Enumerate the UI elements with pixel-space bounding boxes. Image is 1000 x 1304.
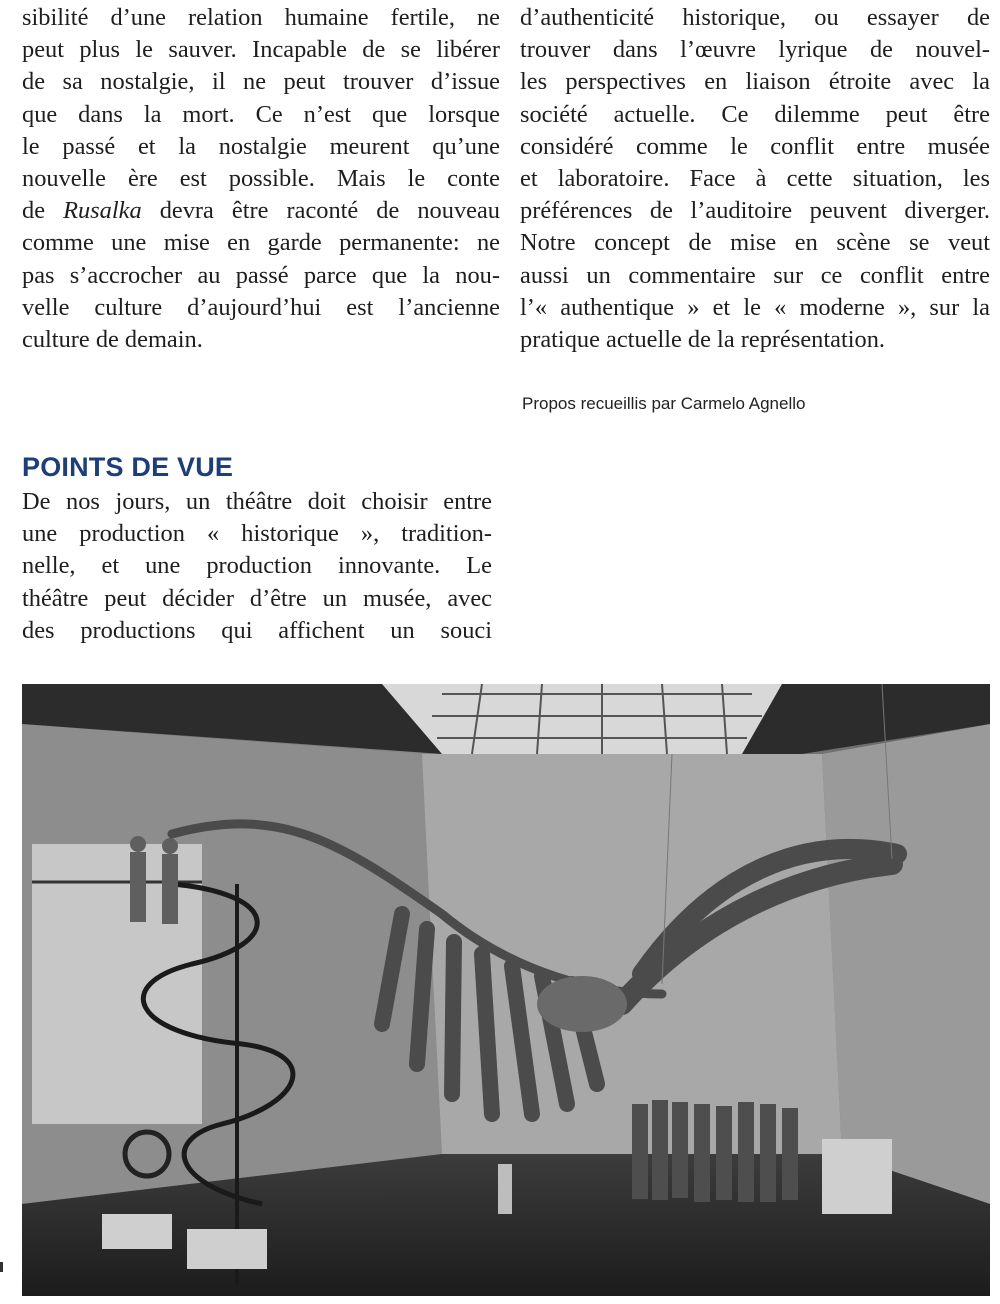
paragraph-line: nouvelle ère est possible. Mais le conte <box>22 165 500 193</box>
paragraph-line-rusalka <box>22 195 500 227</box>
section-heading: POINTS DE VUE <box>22 452 234 482</box>
paragraph-line: l’« authentique » et le « moderne », sur la <box>520 293 990 321</box>
paragraph-line: De nos jours, un théâtre doit choisir entre <box>22 488 492 515</box>
section-body <box>22 486 492 647</box>
interview-credit: Propos recueillis par Carmelo Agnello <box>522 394 806 413</box>
paragraph-line: une production « historique », tradition- <box>22 520 492 548</box>
paragraph-line: pas s’accrocher au passé parce que la nou- <box>22 261 500 289</box>
paragraph-line-last: pratique actuelle de la représentation. <box>520 326 886 354</box>
paragraph-line: sibilité d’une relation humaine fertile, ne <box>22 4 500 31</box>
paragraph-line: velle culture d’aujourd’hui est l’ancienne <box>22 293 500 321</box>
paragraph-line: préférences de l’auditoire peuvent diverger. <box>520 197 990 225</box>
paragraph-line-last: culture de demain. <box>22 326 203 354</box>
paragraph-line: et laboratoire. Face à cette situation, les <box>520 165 990 193</box>
paragraph-line: peut plus le sauver. Incapable de se libérer <box>22 36 500 64</box>
paragraph-line: aussi un commentaire sur ce conflit entre <box>520 261 990 289</box>
paragraph-line: nelle, et une production innovante. Le <box>22 552 492 580</box>
paragraph-line: trouver dans l’œuvre lyrique de nouvel- <box>520 36 990 64</box>
stage-photo <box>22 684 990 1296</box>
whale-skeleton-stage-image <box>22 684 990 1296</box>
paragraph-line: Notre concept de mise en scène se veut <box>520 229 990 257</box>
paragraph-line: le passé et la nostalgie meurent qu’une <box>22 132 500 160</box>
paragraph-line: que dans la mort. Ce n’est que lorsque <box>22 100 500 128</box>
line-prefix: de <box>22 197 64 225</box>
line-rest: devra être raconté de nouveau <box>159 197 500 225</box>
paragraph-line: des productions qui affichent un souci <box>22 616 492 644</box>
paragraph-line: société actuelle. Ce dilemme peut être <box>520 100 990 128</box>
paragraph-line: théâtre peut décider d’être un musée, avec <box>22 584 492 612</box>
paragraph-line: considéré comme le conflit entre musée <box>520 132 990 160</box>
paragraph-line: les perspectives en liaison étroite avec la <box>520 68 990 96</box>
page-edge-mark <box>0 1262 3 1272</box>
right-column <box>520 2 990 356</box>
paragraph-line: d’authenticité historique, ou essayer de <box>520 4 990 31</box>
work-title-italic: Rusalka <box>63 197 142 225</box>
paragraph-line: comme une mise en garde permanente: ne <box>22 229 500 257</box>
left-column <box>22 2 500 356</box>
paragraph-line: de sa nostalgie, il ne peut trouver d’issue <box>22 68 500 96</box>
